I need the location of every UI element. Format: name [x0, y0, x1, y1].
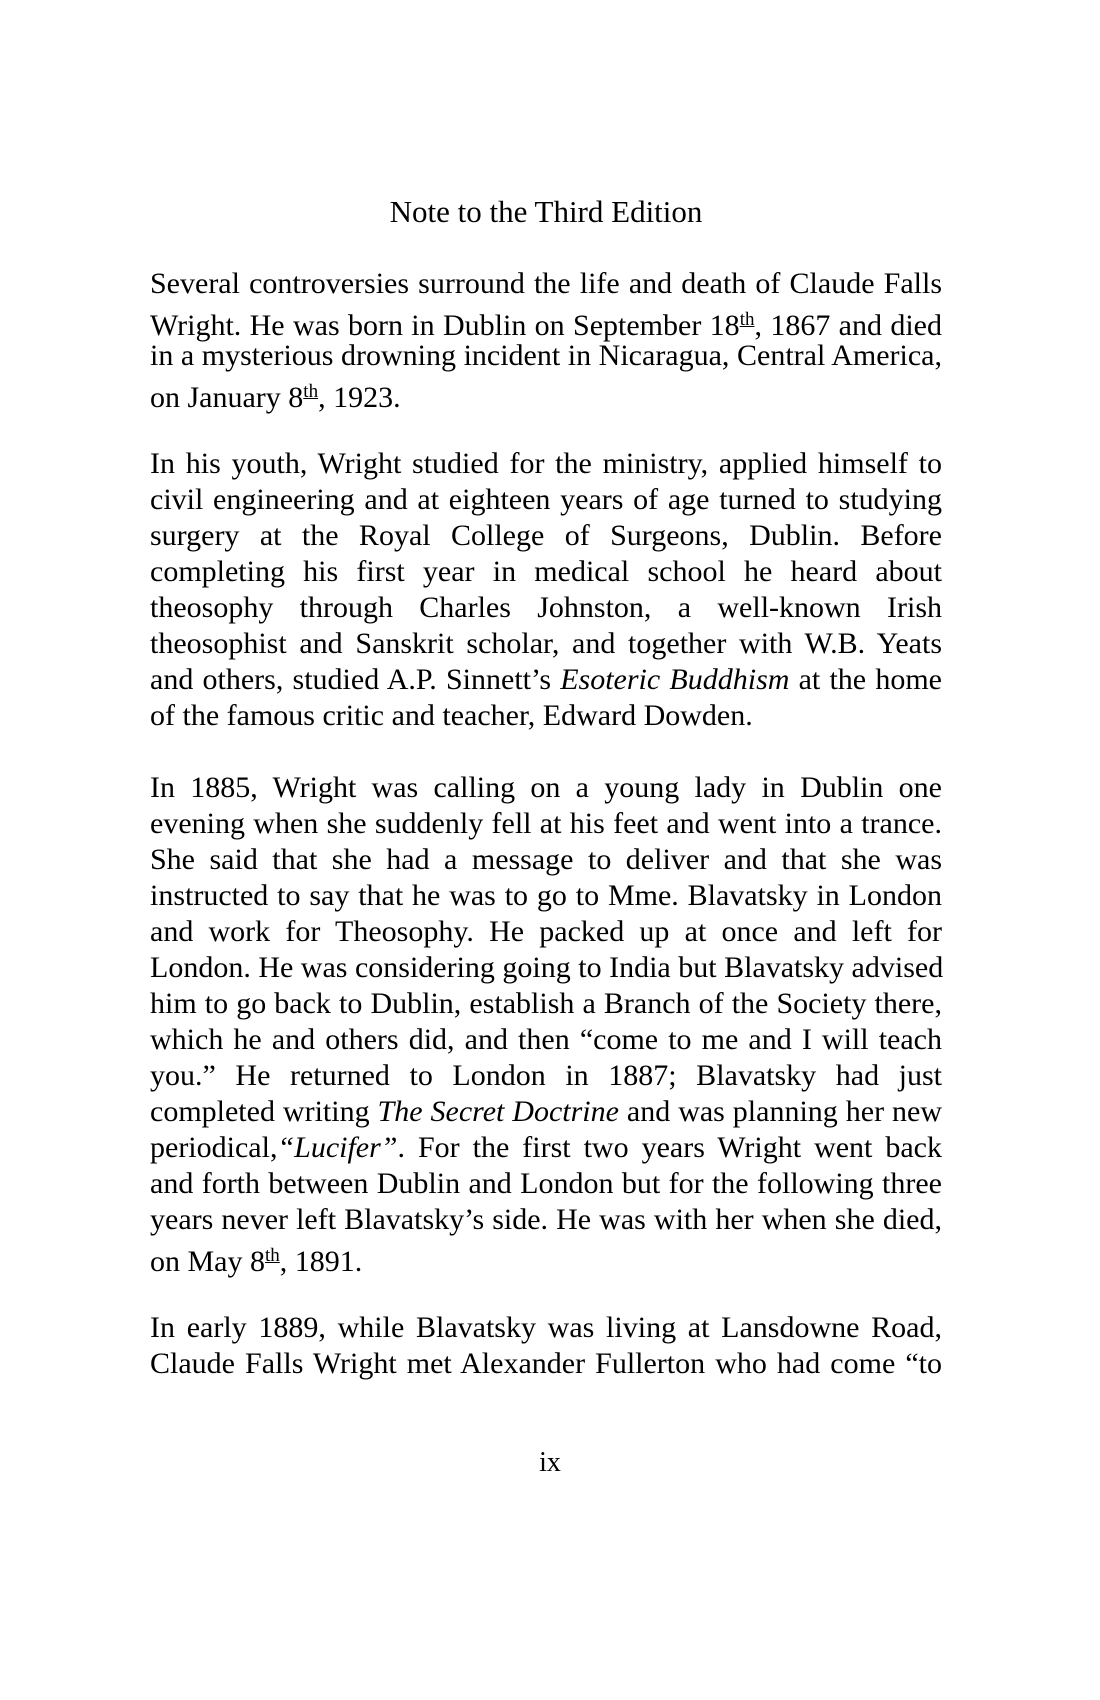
text-segment: which he and others did, and then “come to me and I will teach	[150, 1023, 942, 1056]
italic-text: “Lucifer”	[277, 1131, 398, 1164]
paragraph	[150, 770, 944, 1278]
text-line	[150, 1058, 942, 1094]
paragraph	[150, 1310, 942, 1382]
superscript-ordinal: th	[303, 381, 319, 402]
body-paragraphs	[150, 266, 942, 1382]
text-segment: completing his first year in medical school he heard about	[150, 555, 942, 588]
text-segment: in a mysterious drowning incident in Nicaragua, Central America,	[150, 339, 942, 372]
text-segment: on May 8	[150, 1245, 265, 1278]
text-segment: at the home	[789, 663, 942, 696]
text-block	[150, 194, 942, 1418]
text-segment: him to go back to Dublin, establish a Branch of the Society there,	[150, 987, 942, 1020]
text-segment: In early 1889, while Blavatsky was living at Lansdowne Road,	[150, 1311, 942, 1344]
text-segment: civil engineering and at eighteen years of age turned to studying	[150, 483, 942, 516]
text-segment: on January 8	[150, 381, 304, 414]
text-segment: Claude Falls Wright met Alexander Fullerton who had come “to	[150, 1347, 942, 1380]
text-line	[150, 950, 942, 986]
text-line	[150, 878, 942, 914]
text-segment: periodical,	[150, 1131, 278, 1164]
text-segment: instructed to say that he was to go to Mme. Blavatsky in London	[150, 879, 942, 912]
text-line	[150, 590, 942, 626]
text-segment: Wright. He was born in Dublin on September 18	[150, 309, 740, 342]
text-line	[150, 446, 942, 482]
text-line	[150, 554, 942, 590]
text-segment: , 1891.	[279, 1245, 363, 1278]
page-title: Note to the Third Edition	[389, 194, 703, 229]
paragraph	[150, 446, 942, 734]
text-segment: theosophist and Sanskrit scholar, and together with W.B. Yeats	[150, 627, 942, 660]
text-segment: London. He was considering going to India but Blavatsky advised	[150, 951, 944, 984]
text-segment: evening when she suddenly fell at his feet and went into a trance.	[150, 807, 942, 840]
text-segment: and work for Theosophy. He packed up at once and left for	[150, 915, 942, 948]
text-line	[150, 986, 942, 1022]
text-line	[150, 1238, 942, 1278]
text-segment: you.” He returned to London in 1887; Blavatsky had just	[150, 1059, 942, 1092]
italic-text: Esoteric Buddhism	[560, 663, 790, 696]
text-line	[150, 914, 942, 950]
text-line	[150, 1310, 942, 1346]
text-line	[150, 1022, 942, 1058]
text-line	[150, 698, 942, 734]
text-segment: In 1885, Wright was calling on a young lady in Dublin one	[150, 771, 942, 804]
text-line	[150, 770, 942, 806]
text-segment: theosophy through Charles Johnston, a well-known Irish	[150, 591, 942, 624]
text-line	[150, 266, 942, 302]
text-segment: She said that she had a message to deliver and that she was	[150, 843, 942, 876]
text-segment: years never left Blavatsky’s side. He was with her when she died,	[150, 1203, 942, 1236]
text-line	[150, 302, 942, 342]
text-line	[150, 806, 942, 842]
text-segment: , 1867 and died	[754, 309, 942, 342]
text-segment: completed writing	[150, 1095, 378, 1128]
text-line	[150, 374, 942, 414]
text-line	[150, 338, 942, 374]
text-segment: and others, studied A.P. Sinnett’s	[150, 663, 561, 696]
text-segment: Several controversies surround the life and death of Claude Falls	[150, 267, 942, 300]
text-line	[150, 1202, 942, 1238]
text-line	[150, 1166, 942, 1202]
text-segment: In his youth, Wright studied for the ministry, applied himself to	[150, 447, 942, 480]
text-line	[150, 518, 942, 554]
text-segment: of the famous critic and teacher, Edward Dowden.	[150, 699, 753, 732]
text-segment: surgery at the Royal College of Surgeons, Dublin. Before	[150, 519, 942, 552]
text-line	[150, 1094, 942, 1130]
text-segment: . For the first two years Wright went back	[397, 1131, 942, 1164]
paragraph	[150, 266, 942, 414]
superscript-ordinal: th	[265, 1245, 280, 1266]
italic-text: The Secret Doctrine	[377, 1095, 619, 1128]
text-segment: and forth between Dublin and London but for the following three	[150, 1167, 942, 1200]
text-line	[150, 662, 942, 698]
text-segment: and was planning her new	[618, 1095, 942, 1128]
text-segment: , 1923.	[318, 381, 401, 414]
text-line	[150, 482, 942, 518]
text-line	[150, 626, 942, 662]
text-line	[150, 1130, 942, 1166]
superscript-ordinal: th	[739, 309, 755, 330]
text-line	[150, 1346, 942, 1382]
text-line	[150, 842, 942, 878]
page-number: ix	[539, 1447, 561, 1478]
